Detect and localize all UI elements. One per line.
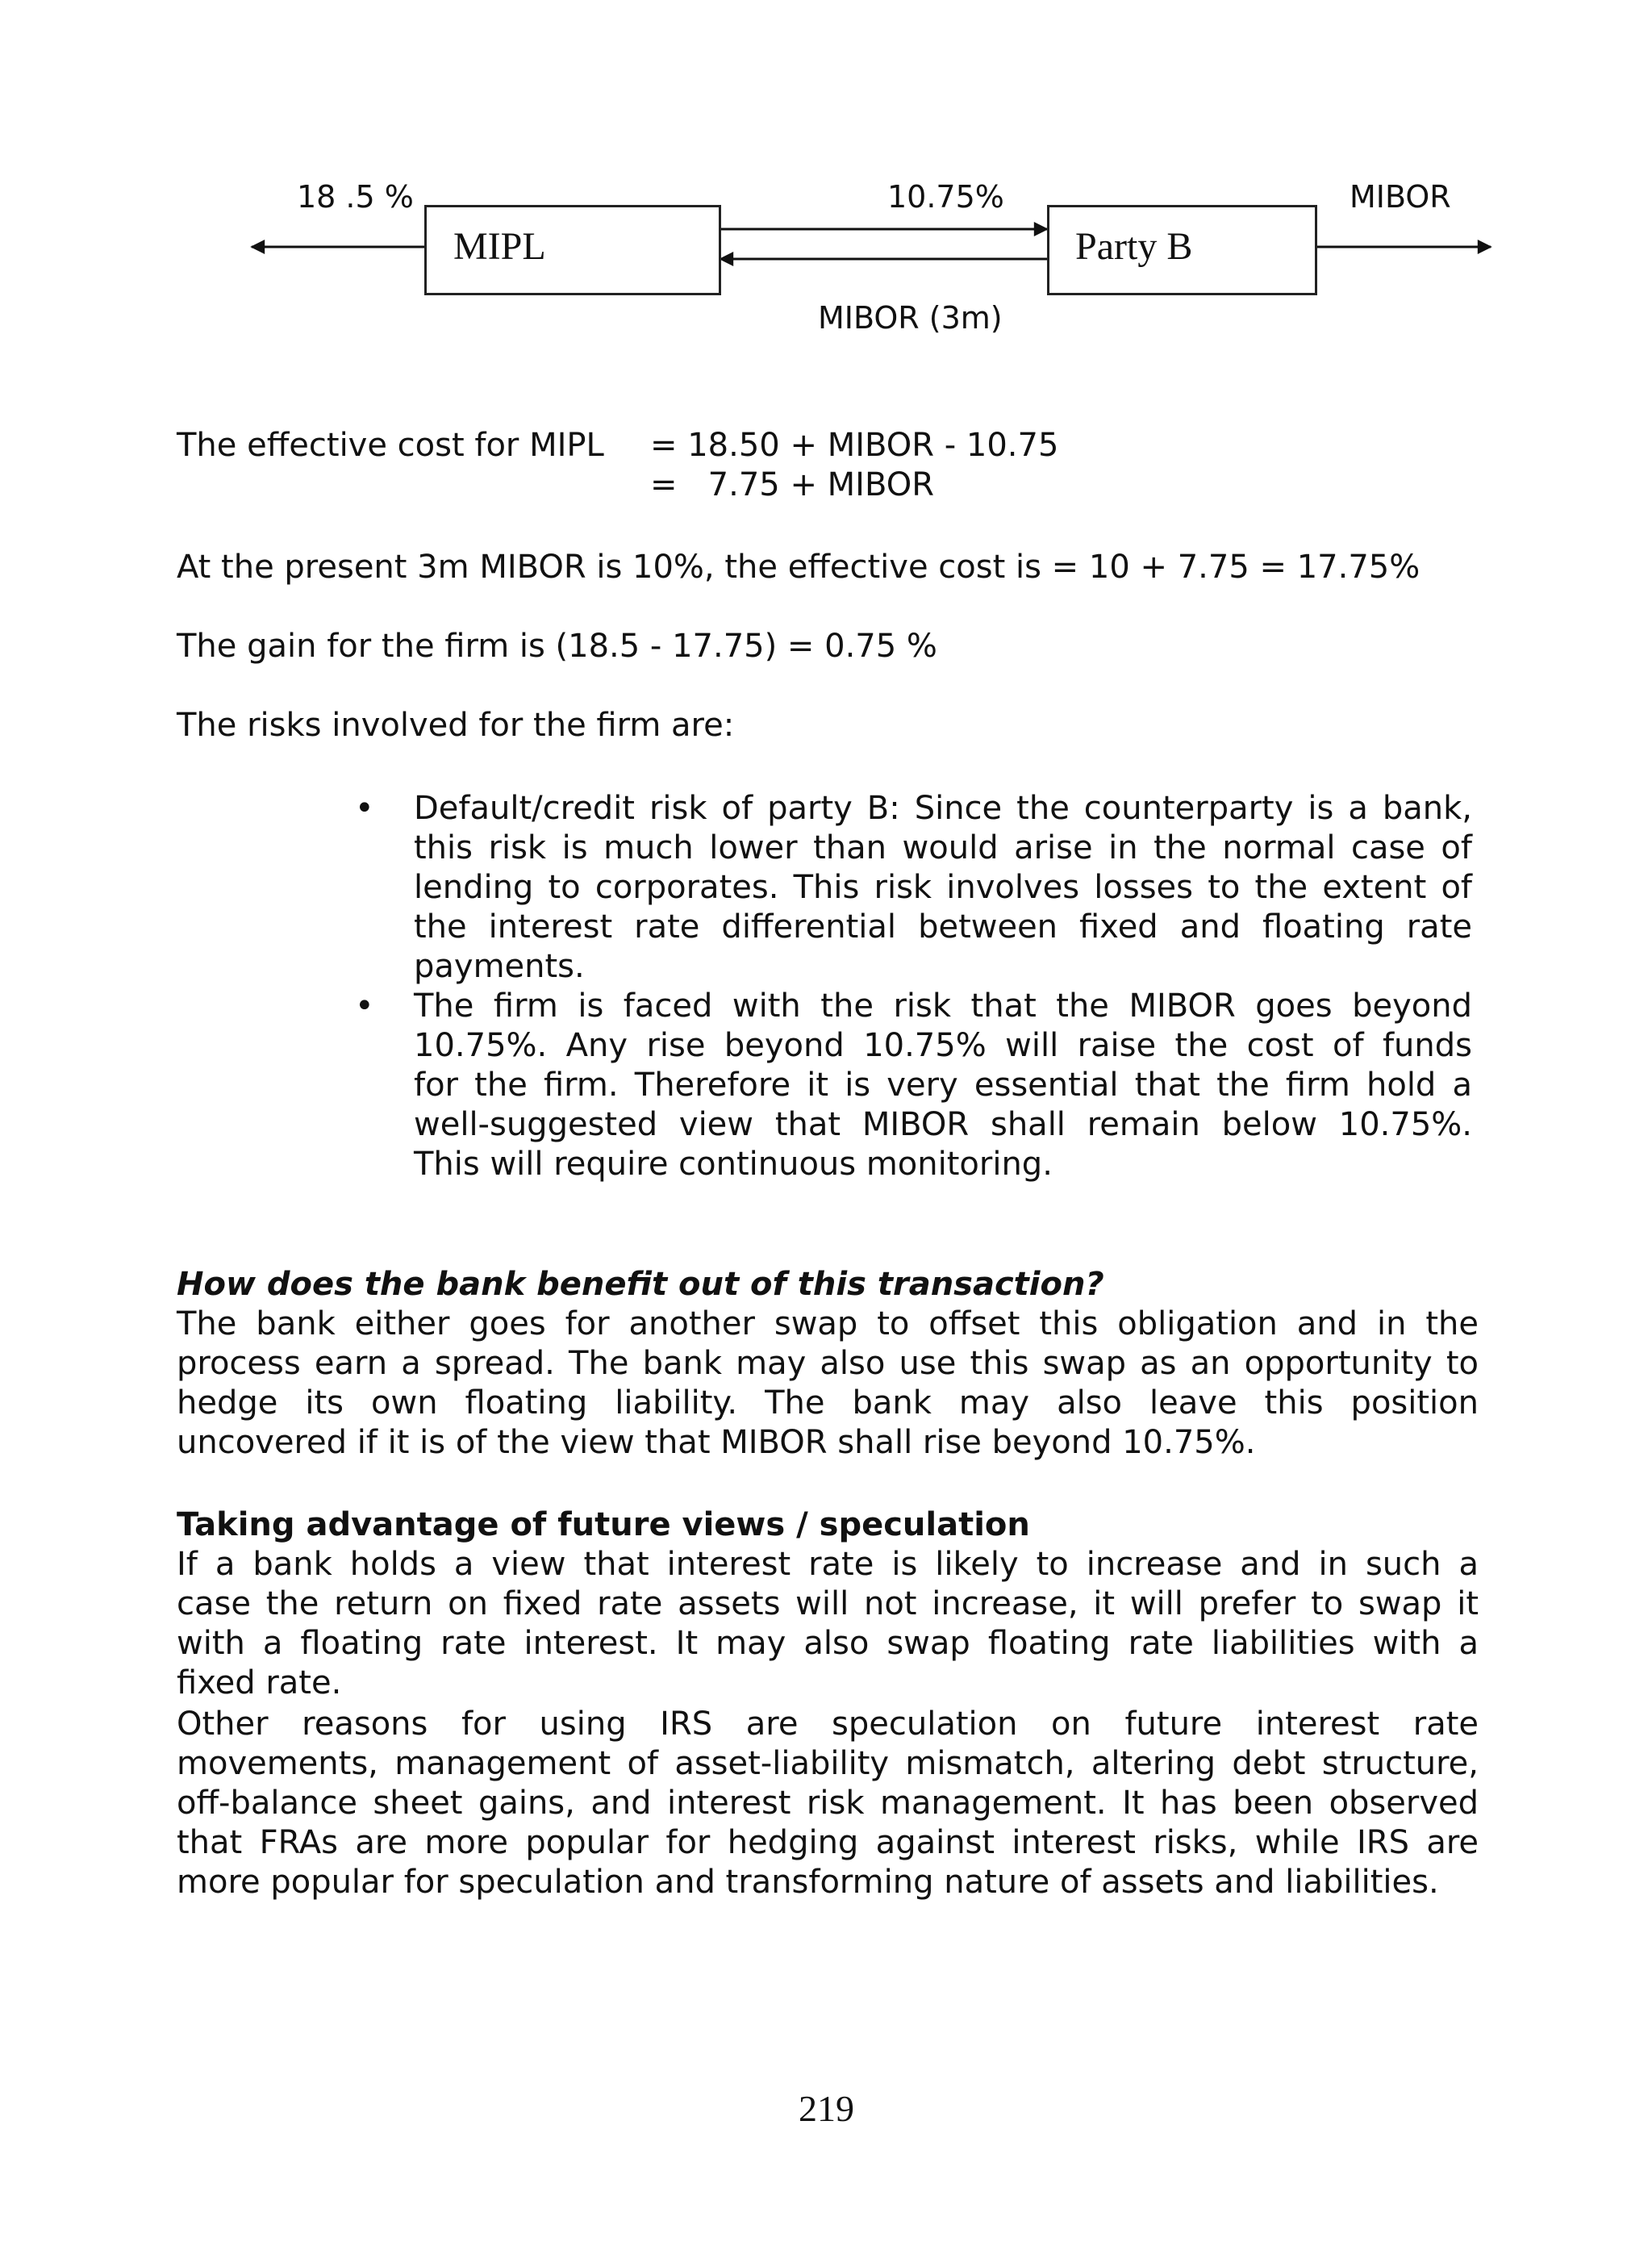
party-b-label: Party B (1075, 225, 1193, 268)
bullet-line: lending to corporates. This risk involves losses to the extent of (414, 869, 1472, 906)
paragraph-line: with a floating rate interest. It may also swap floating rate liabilities with a (177, 1625, 1479, 1662)
paragraph-line: uncovered if it is of the view that MIBOR shall rise beyond 10.75%. (177, 1424, 1256, 1461)
gain-line: The gain for the firm is (18.5 - 17.75) = 0.75 % (177, 628, 937, 665)
bullet-line: The firm is faced with the risk that the MIBOR goes beyond (414, 987, 1472, 1025)
effective-cost-label: The effective cost for MIPL (177, 427, 604, 464)
paragraph-line: The bank either goes for another swap to offset this obligation and in the (177, 1305, 1479, 1342)
page-number: 219 (799, 2088, 854, 2129)
present-cost-line: At the present 3m MIBOR is 10%, the effective cost is = 10 + 7.75 = 17.75% (177, 549, 1420, 586)
bullet-line: this risk is much lower than would arise in the normal case of (414, 829, 1472, 866)
paragraph-line: case the return on fixed rate assets will not increase, it will prefer to swap it (177, 1585, 1479, 1622)
middle-rate-label: 10.75% (887, 179, 1004, 215)
paragraph-line: hedge its own floating liability. The bank may also leave this position (177, 1384, 1479, 1422)
bullet-item-credit-risk (414, 789, 1472, 987)
speculation-paragraph-1 (177, 1545, 1479, 1703)
bullet-line: 10.75%. Any rise beyond 10.75% will raise the cost of funds (414, 1027, 1472, 1064)
paragraph-line: that FRAs are more popular for hedging against interest risks, while IRS are (177, 1824, 1479, 1861)
paragraph-line: Other reasons for using IRS are speculation on future interest rate (177, 1706, 1479, 1743)
bullet-item-mibor-risk (414, 987, 1472, 1184)
right-rate-label: MIBOR (1350, 179, 1451, 215)
mipl-label: MIPL (453, 225, 546, 268)
paragraph-line: process earn a spread. The bank may also use this swap as an opportunity to (177, 1345, 1479, 1382)
bullet-line: payments. (414, 948, 585, 985)
effective-cost-result: = 7.75 + MIBOR (650, 466, 934, 503)
paragraph-line: fixed rate. (177, 1664, 342, 1701)
speculation-heading: Taking advantage of future views / speculation (177, 1506, 1030, 1543)
bullet-line: Default/credit risk of party B: Since the counterparty is a bank, (414, 790, 1472, 827)
bank-benefit-paragraph (177, 1305, 1479, 1463)
effective-cost-formula: = 18.50 + MIBOR - 10.75 (650, 427, 1059, 464)
paragraph-line: If a bank holds a view that interest rate is likely to increase and in such a (177, 1546, 1479, 1583)
paragraph-line: off-balance sheet gains, and interest risk management. It has been observed (177, 1785, 1479, 1822)
bottom-rate-label: MIBOR (3m) (818, 300, 1003, 336)
paragraph-line: more popular for speculation and transforming nature of assets and liabilities. (177, 1864, 1439, 1901)
paragraph-line: movements, management of asset-liability mismatch, altering debt structure, (177, 1745, 1479, 1782)
bullet-marker: • (355, 987, 374, 1025)
bullet-line: the interest rate differential between fixed and floating rate (414, 908, 1472, 946)
risks-intro: The risks involved for the firm are: (177, 707, 735, 744)
left-rate-label: 18 .5 % (297, 179, 414, 215)
bank-benefit-heading: How does the bank benefit out of this transaction? (177, 1266, 1104, 1303)
bullet-line: well-suggested view that MIBOR shall remain below 10.75%. (414, 1106, 1472, 1143)
bullet-line: for the firm. Therefore it is very essential that the firm hold a (414, 1067, 1472, 1104)
bullet-line: This will require continuous monitoring. (414, 1146, 1053, 1183)
bullet-marker: • (355, 790, 374, 827)
speculation-paragraph-2 (177, 1705, 1479, 1902)
